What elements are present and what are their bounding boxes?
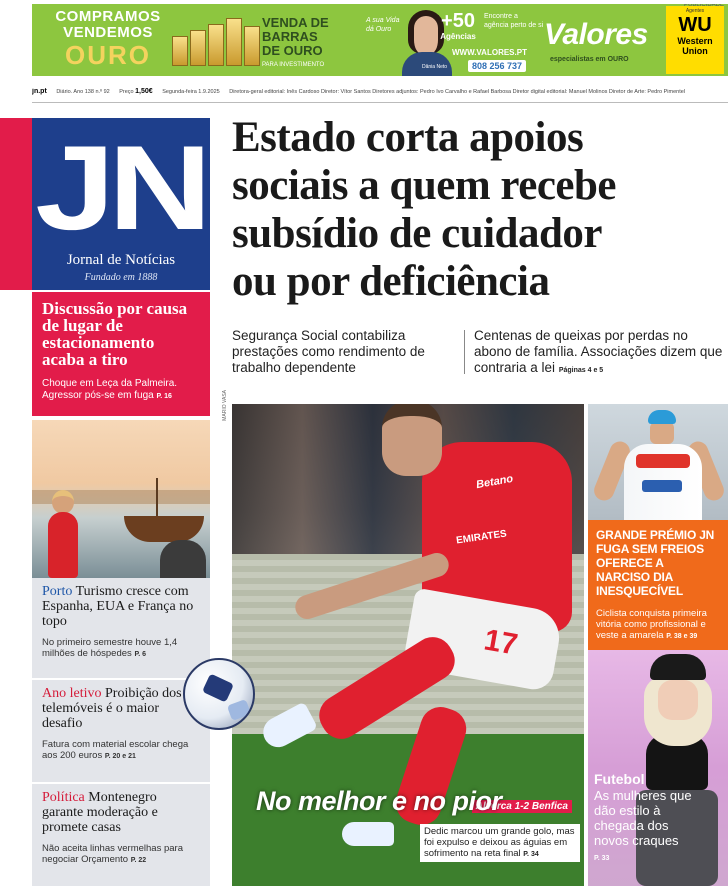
story-sub-text: No primeiro semestre houve 1,4 milhões de hóspedes	[42, 637, 178, 659]
ad-agencias-label: Agências	[440, 32, 476, 41]
ad-brand-sub: especialistas em OURO	[550, 56, 629, 63]
page-ref: Páginas 4 e 5	[558, 367, 604, 374]
story-sub-text: Não aceita linhas vermelhas para negociar Orçamento	[42, 843, 183, 865]
ad-gold-text	[38, 9, 178, 69]
story-headline-text: Proibição dos telemóveis é o maior desafio	[42, 686, 182, 731]
western-union-logo	[666, 6, 724, 74]
logo-letters: JN	[35, 121, 205, 255]
story-headline: Discussão por causa de lugar de estacionamento acaba a tiro	[42, 299, 188, 369]
jersey-band	[642, 480, 682, 492]
story-sub	[42, 843, 200, 866]
story-keyword: Porto	[42, 584, 73, 599]
headline-line: ou por deficiência	[232, 258, 550, 305]
story-grande-premio[interactable]	[588, 520, 728, 650]
headline-line: sociais a quem recebe	[232, 162, 616, 209]
page-ref: P. 16	[156, 393, 172, 400]
staff-list: Diretora-geral editorial: Inês Cardoso Diretor: Vítor Santos Diretores adjuntos: Pedro Ivo Carvalho e Rafael Barbosa Diretor digital editorial: Manuel Molinos Diretor de Arte: Pedro Pimentel	[229, 89, 686, 95]
wu-name: Union	[682, 46, 708, 56]
photo-title: No melhor e no pior	[256, 786, 502, 816]
photo-mast	[156, 478, 158, 518]
wu-name: Western	[677, 36, 713, 46]
story-shooting[interactable]	[32, 292, 210, 416]
player-head	[382, 404, 442, 476]
story-porto[interactable]	[32, 578, 210, 678]
page-ref: P. 22	[130, 857, 147, 864]
story-headline: GRANDE PRÉMIO JN FUGA SEM FREIOS OFERECE A NARCISO DIA INESQUECÍVEL	[596, 528, 715, 598]
story-headline	[42, 790, 200, 835]
page-ref: P. 38 e 39	[666, 633, 698, 640]
cyclist-face	[650, 422, 674, 444]
masthead-info-line	[32, 88, 728, 100]
page-ref: P. 33	[594, 855, 610, 862]
ad-phone: 808 256 737	[468, 60, 526, 72]
photo-caption	[420, 824, 580, 862]
story-sub-text: Choque em Leça da Palmeira. Agressor pós-se em fuga	[42, 378, 178, 401]
headline-line: subsídio de cuidador	[232, 210, 602, 257]
jersey-stripe	[636, 454, 690, 468]
story-headline	[42, 686, 200, 731]
cyclist-helmet	[648, 410, 676, 424]
wu-icon: WU	[678, 14, 712, 36]
ad-venda-line: BARRAS	[262, 29, 318, 44]
ad-encontre: Encontre a agência perto de si	[484, 13, 544, 29]
ad-agencias-count: +50	[441, 10, 475, 32]
ad-brand-logo: Valores	[544, 18, 648, 51]
page-ref: P. 34	[523, 851, 539, 858]
story-keyword: Ano letivo	[42, 686, 102, 701]
ad-person-name: Dânia Neto	[422, 64, 448, 70]
ad-vendemos: VENDEMOS	[63, 24, 153, 41]
story-sub	[42, 739, 200, 762]
ad-ouro: OURO	[65, 40, 151, 70]
match-score: Alverca 1-2 Benfica	[472, 800, 572, 813]
ball-patch	[202, 673, 234, 702]
story-politica[interactable]	[32, 784, 210, 886]
price: 1,50€	[135, 88, 153, 95]
site-url[interactable]: jn.pt	[32, 88, 47, 95]
photo-people	[160, 540, 206, 578]
ad-agencias	[434, 10, 482, 41]
ad-aura: A sua Vida dá Ouro	[366, 17, 400, 33]
story-sub-text: Ciclista conquista primeira vitória como profissional e veste a amarela	[596, 608, 707, 641]
ad-banner[interactable]	[32, 4, 728, 76]
wu-agentes: Agentes	[685, 8, 705, 14]
ad-compramos: COMPRAMOS	[55, 8, 161, 25]
story-keyword: Política	[42, 790, 85, 805]
ad-venda	[262, 16, 362, 72]
player-boot	[342, 822, 394, 846]
shorts-number: 17	[481, 623, 521, 662]
porto-photo	[32, 420, 210, 578]
gold-bar	[208, 24, 224, 66]
story-futebol[interactable]	[588, 650, 728, 886]
logo-name: Jornal de Notícias	[66, 252, 176, 268]
gold-bar	[226, 18, 242, 66]
ad-venda-line: DE OURO	[262, 43, 323, 58]
logo-founded: Fundado em 1888	[84, 272, 158, 283]
page-ref: P. 20 e 21	[104, 753, 136, 760]
divider	[32, 102, 728, 103]
photo-boat	[124, 516, 204, 542]
story-sub	[42, 378, 200, 403]
photo-woman-head	[52, 490, 74, 514]
gold-bar	[172, 36, 188, 66]
story-headline-text: Montenegro garante moderação e promete casas	[42, 790, 158, 835]
photo-face	[658, 680, 698, 720]
story-sub	[42, 637, 200, 660]
story-sub	[596, 608, 720, 642]
shirt-sponsor-2: EMIRATES	[455, 528, 508, 547]
photo-hat	[650, 654, 706, 680]
main-sub-right	[474, 328, 728, 379]
ad-venda-line: VENDA DE	[262, 15, 329, 30]
sub-divider	[464, 330, 465, 374]
ad-url[interactable]: WWW.VALORES.PT	[452, 48, 527, 57]
jn-logo[interactable]	[0, 118, 210, 290]
price-label: Preço	[119, 89, 134, 95]
story-sub: As mulheres que dão estilo à chegada dos novos craques	[594, 788, 692, 848]
main-sub-left: Segurança Social contabiliza prestações como rendimento de trabalho dependente	[232, 328, 425, 375]
story-sub-text: Fatura com material escolar chega aos 200 euros	[42, 739, 189, 761]
issue-date: Segunda-feira 1.9.2025	[162, 89, 220, 95]
ad-venda-sub: PARA INVESTIMENTO	[262, 62, 325, 68]
main-headline[interactable]	[232, 114, 728, 306]
cyclist-jersey	[624, 444, 702, 520]
main-photo-football[interactable]	[232, 404, 584, 886]
story-headline-text: Turismo cresce com Espanha, EUA e França no topo	[42, 584, 194, 629]
gold-bar	[190, 30, 206, 66]
cyclist-photo	[588, 404, 728, 520]
page-ref: P. 6	[134, 651, 146, 658]
photo-credit: MARIO VASA	[222, 390, 228, 421]
photo-caption-text: Dedic marcou um grande golo, mas foi expulso e deixou as águias em sofrimento na reta final	[424, 826, 575, 859]
story-headline	[42, 584, 200, 629]
story-headline: Futebol	[594, 771, 645, 787]
headline-line: Estado corta apoios	[232, 114, 584, 161]
main-sub-right-text: Centenas de queixas por perdas no abono de família. Associações dizem que contraria a lei	[474, 328, 723, 375]
photo-woman	[48, 512, 78, 578]
football-ball-icon	[183, 658, 255, 730]
shirt-sponsor: Betano	[475, 472, 515, 492]
gold-bar	[244, 26, 260, 66]
edition-meta: Diário. Ano 138 n.º 92	[56, 89, 110, 95]
